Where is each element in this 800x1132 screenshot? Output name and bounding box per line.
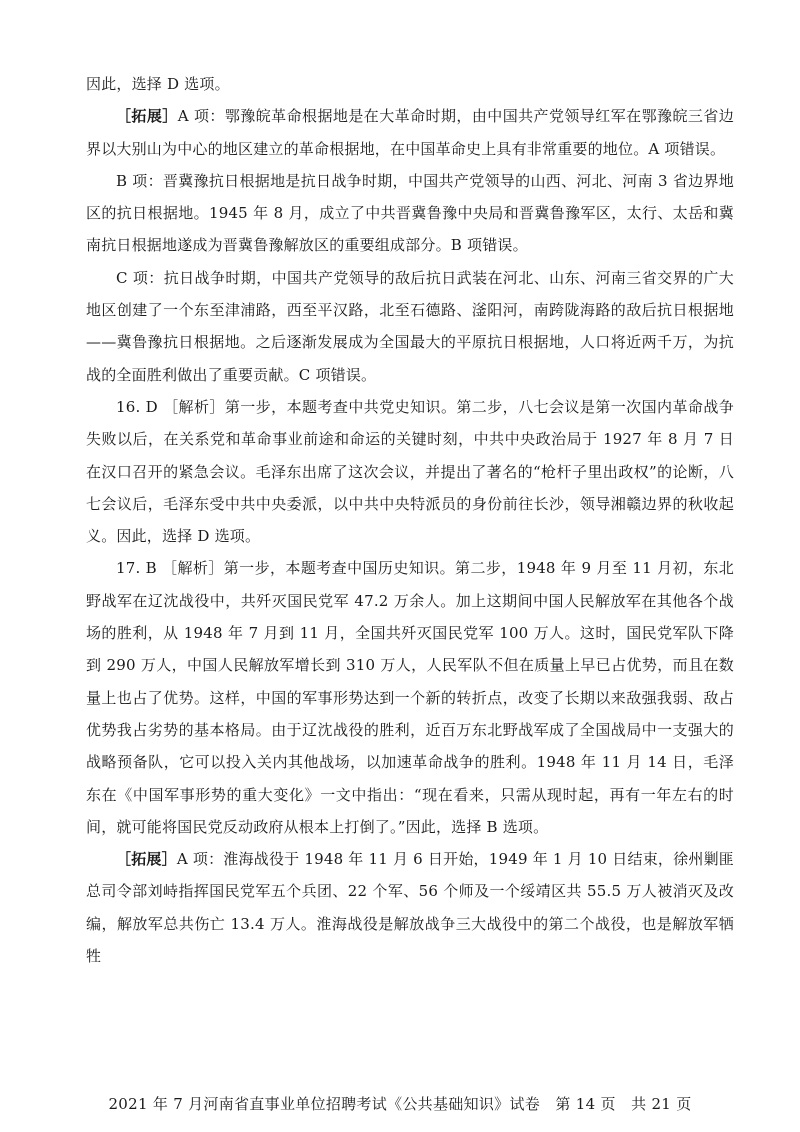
paragraph-text: A 项：淮海战役于 1948 年 11 月 6 日开始，1949 年 1 月 10 日结束，徐州剿匪总司令部刘峙指挥国民党军五个兵团、22 个军、56 个师及一个绥靖区共 55.5 万人被消灭及改编，解放军总共伤亡 13.4 万人。淮海战役是解放战争三大战役中的第二个战役，也是解放军牺牲 [86,850,734,966]
paragraph-tag: ［拓展］ [116,107,178,126]
paragraph-tag: ［拓展］ [116,850,177,869]
paragraph-text: A 项：鄂豫皖革命根据地是在大革命时期，由中国共产党领导红军在鄂豫皖三省边界以大别山为中心的地区建立的革命根据地，在中国革命史上具有非常重要的地位。A 项错误。 [86,107,734,158]
paragraph [86,391,734,552]
paragraph-text: 17. B ［解析］第一步，本题考查中国历史知识。第二步，1948 年 9 月至 11 月初，东北野战军在辽沈战役中，共歼灭国民党军 47.2 万余人。加上这期间中国人民解放军在其他各个战场的胜利，从 1948 年 7 月到 11 月，全国共歼灭国民党军 100 万人。这时，国民党军队下降到 290 万人，中国人民解放军增长到 310 万人，人民军队不但在质量上早已占优势，而且在数量上也占了优势。这样，中国的军事形势达到一个新的转折点，改变了长期以来敌强我弱、敌占优势我占劣势的基本格局。由于辽沈战役的胜利，近百万东北野战军成了全国战局中一支强大的战略预备队，它可以投入关内其他战场，以加速革命战争的胜利。1948 年 11 月 14 日，毛泽东在《中国军事形势的重大变化》一文中指出：“现在看来，只需从现时起，再有一年左右的时间，就可能将国民党反动政府从根本上打倒了。”因此，选择 B 选项。 [86,559,734,836]
paragraph [86,165,734,262]
paragraph-text: C 项：抗日战争时期，中国共产党领导的敌后抗日武装在河北、山东、河南三省交界的广大地区创建了一个东至津浦路，西至平汉路，北至石德路、滏阳河，南跨陇海路的敌后抗日根据地——冀鲁豫抗日根据地。之后逐渐发展成为全国最大的平原抗日根据地，人口将近两千万，为抗战的全面胜利做出了重要贡献。C 项错误。 [86,268,734,384]
paragraph [86,68,734,100]
paragraph [86,262,734,391]
paragraph [86,843,734,972]
paragraph [86,100,734,165]
body-text [86,68,734,972]
paragraph-text: 16. D ［解析］第一步，本题考查中共党史知识。第二步，八七会议是第一次国内革命战争失败以后，在关系党和革命事业前途和命运的关键时刻，中共中央政治局于 1927 年 8 月 7 日在汉口召开的紧急会议。毛泽东出席了这次会议，并提出了著名的“枪杆子里出政权”的论断，八七会议后，毛泽东受中共中央委派，以中共中央特派员的身份前往长沙，领导湘赣边界的秋收起义。因此，选择 D 选项。 [86,397,734,546]
page-footer: 2021 年 7 月河南省直事业单位招聘考试《公共基础知识》试卷 第 14 页 共 21 页 [108,1095,692,1113]
paragraph-text: 因此，选择 D 选项。 [86,75,230,93]
paragraph-text: B 项：晋冀豫抗日根据地是抗日战争时期，中国共产党领导的山西、河北、河南 3 省边界地区的抗日根据地。1945 年 8 月，成立了中共晋冀鲁豫中央局和晋冀鲁豫军区，太行、太岳和冀南抗日根据地遂成为晋冀鲁豫解放区的重要组成部分。B 项错误。 [86,171,734,255]
paragraph [86,552,734,843]
